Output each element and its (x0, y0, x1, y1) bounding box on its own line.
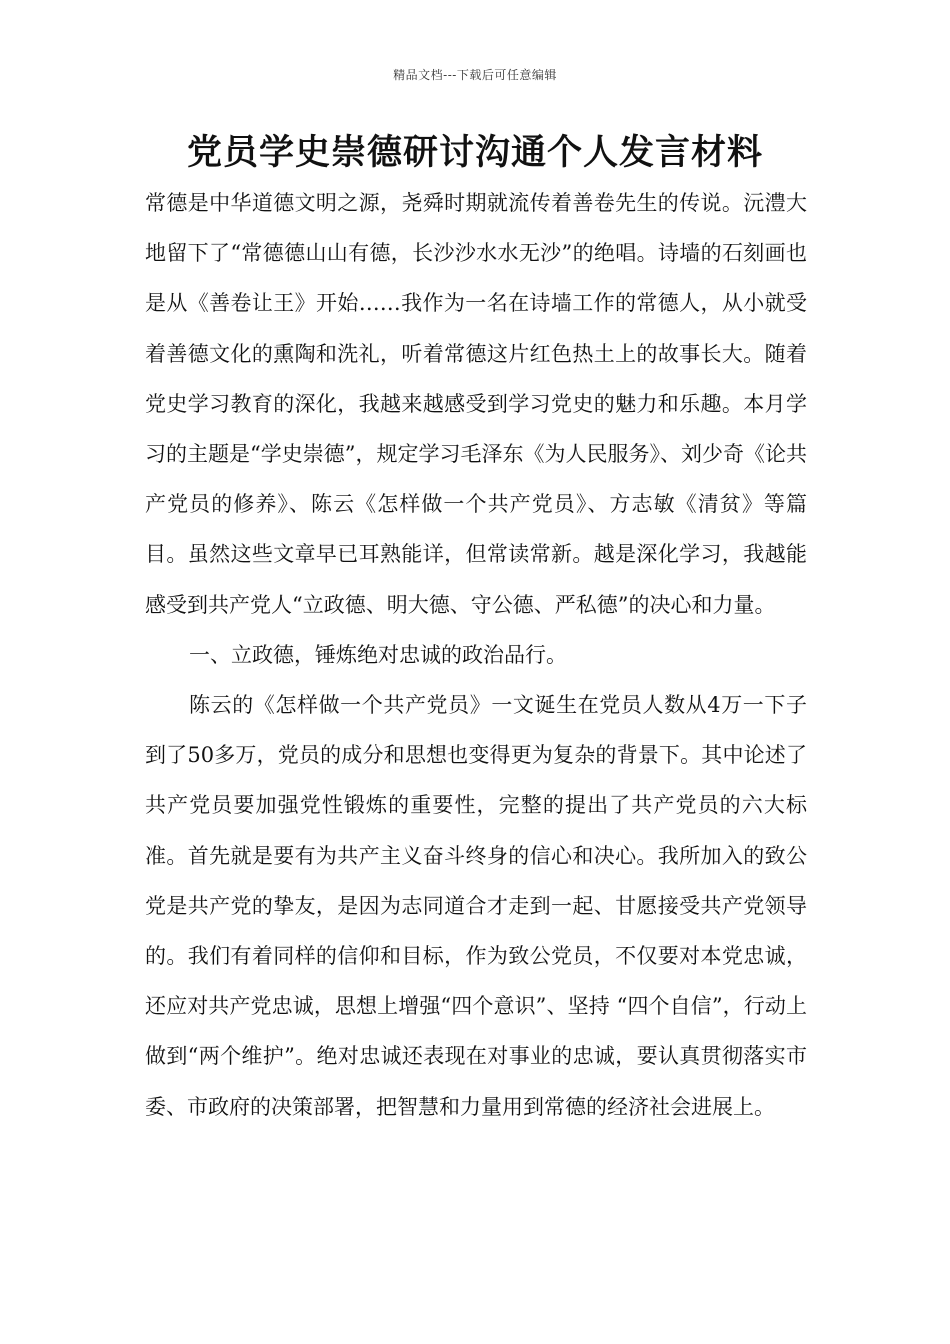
header-note: 精品文档---下载后可任意编辑 (393, 68, 557, 82)
section-heading-1: 一、立政德，锤炼绝对忠诚的政治品行。 (189, 642, 567, 667)
body-paragraph-intro: 常德是中华道德文明之源，尧舜时期就流传着善卷先生的传说。沅澧大地留下了“常德德山山有德，长沙沙水水无沙”的绝唱。诗墙的石刻画也是从《善卷让王》开始……我作为一名在诗墙工作的常德人，从小就受着善德文化的熏陶和洗礼，听着常德这片红色热土上的故事长大。随着党史学习教育的深化，我越来越感受到学习党史的魅力和乐趣。本月学习的主题是“学史崇德”，规定学习毛泽东《为人民服务》、刘少奇《论共产党员的修养》、陈云《怎样做一个共产党员》、方志敏《清贫》等篇目。虽然这些文章早已耳熟能详，但常读常新。越是深化学习，我越能感受到共产党人“立政德、明大德、守公德、严私德”的决心和力量。 (145, 191, 807, 617)
body-paragraph-section-1: 陈云的《怎样做一个共产党员》一文诞生在党员人数从4万一下子到了50多万，党员的成分和思想也变得更为复杂的背景下。其中论述了共产党员要加强党性锻炼的重要性，完整的提出了共产党员的六大标准。首先就是要有为共产主义奋斗终身的信心和决心。我所加入的致公党是共产党的挚友，是因为志同道合才走到一起、甘愿接受共产党领导的。我们有着同样的信仰和目标，作为致公党员，不仅要对本党忠诚，还应对共产党忠诚，思想上增强“四个意识”、坚持 “四个自信”，行动上做到“两个维护”。绝对忠诚还表现在对事业的忠诚，要认真贯彻落实市委、市政府的决策部署，把智慧和力量用到常德的经济社会进展上。 (145, 693, 807, 1119)
document-body (145, 178, 807, 1132)
document-title: 党员学史崇德研讨沟通个人发言材料 (186, 132, 763, 173)
